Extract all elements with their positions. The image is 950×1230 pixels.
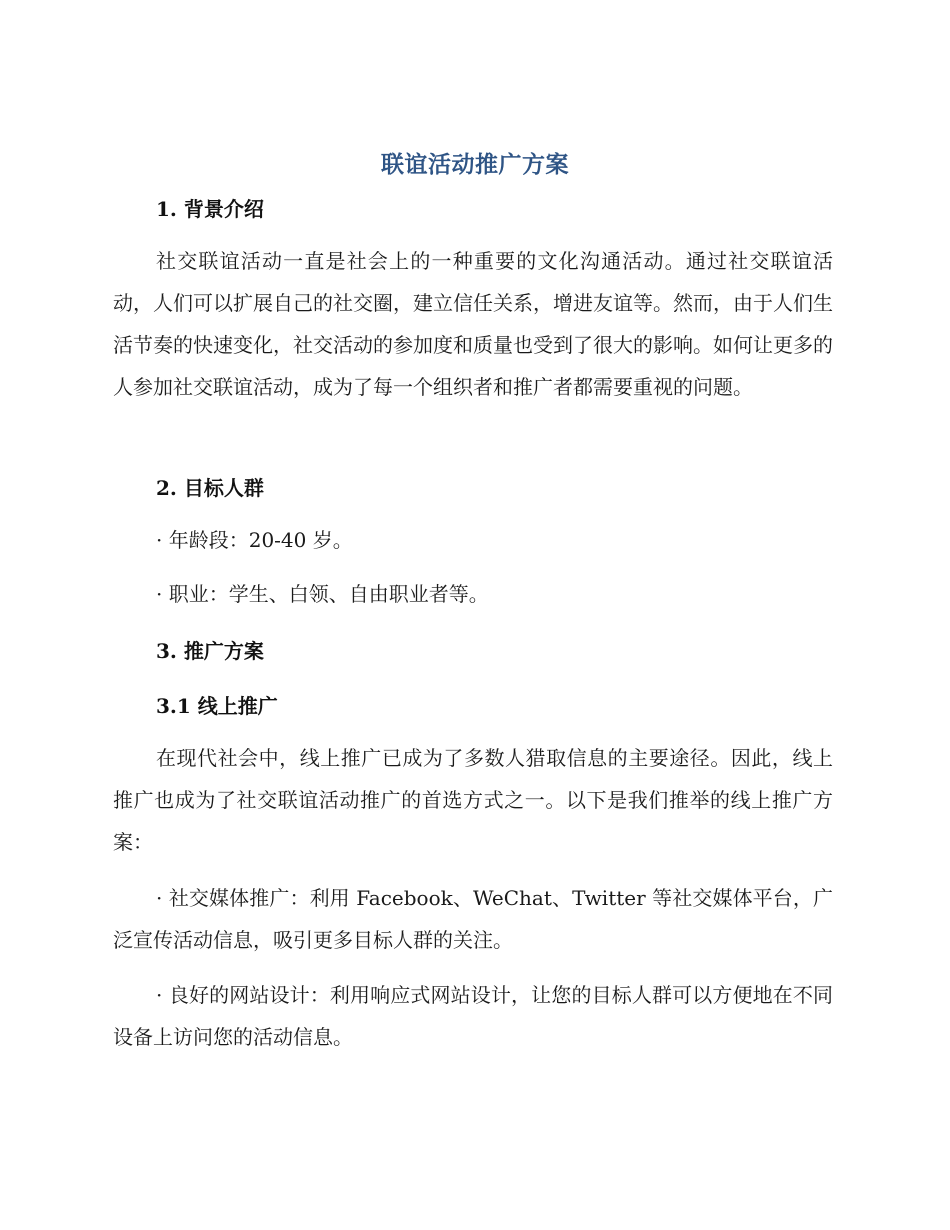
section-1-paragraph: 社交联谊活动一直是社会上的一种重要的文化沟通活动。通过社交联谊活动，人们可以扩展自己的社交圈，建立信任关系，增进友谊等。然而，由于人们生活节奏的快速变化，社交活动的参加度和质量也受到了很大的影响。如何让更多的人参加社交联谊活动，成为了每一个组织者和推广者都需要重视的问题。 <box>113 249 833 399</box>
document-title: 联谊活动推广方案 <box>381 152 569 178</box>
section-1-heading: 1. 背景介绍 <box>156 197 264 221</box>
section-3-1-paragraph: 在现代社会中，线上推广已成为了多数人猎取信息的主要途径。因此，线上推广也成为了社交联谊活动推广的首选方式之一。以下是我们推举的线上推广方案： <box>113 746 833 854</box>
section-3-1-heading: 3.1 线上推广 <box>156 694 278 718</box>
list-item: · 社交媒体推广：利用 Facebook、WeChat、Twitter 等社交媒体平台，广泛宣传活动信息，吸引更多目标人群的关注。 <box>113 886 833 952</box>
section-2-heading: 2. 目标人群 <box>156 476 264 500</box>
list-item: · 年龄段：20-40 岁。 <box>156 528 353 552</box>
list-item: · 职业：学生、白领、自由职业者等。 <box>156 582 489 606</box>
section-3-heading: 3. 推广方案 <box>156 639 264 663</box>
list-item: · 良好的网站设计：利用响应式网站设计，让您的目标人群可以方便地在不同设备上访问您的活动信息。 <box>113 983 833 1049</box>
